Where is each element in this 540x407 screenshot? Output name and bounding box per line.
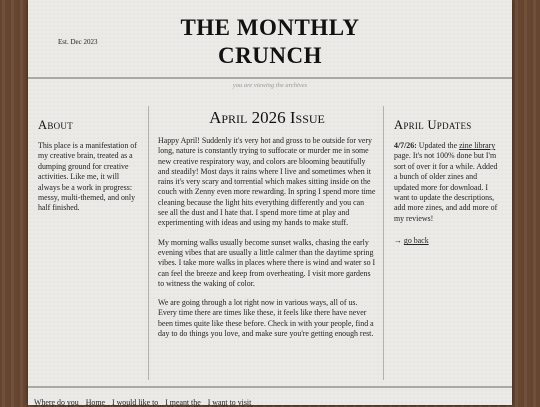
archive-notice: you are viewing the archives bbox=[232, 82, 308, 89]
issue-paragraph-1: Happy April! Suddenly it's very hot and gross to be outside for very long, nature is constantly trying to suffocate or murder me in some new creative respiratory way, and colors are blooming beautifully and steadily! Most days it rains where I live and sometimes when it rains it's very scary and torrential which makes sitting inside on the couch with Zenny even more rewarding. In spring I spend more time cleaning because the light hits everything differently and you can see all the dust and I hate that. I spend more time at play and experimenting with ideas and using my hands to make stuff. bbox=[158, 136, 376, 228]
header-divider bbox=[28, 77, 512, 79]
site-header bbox=[28, 0, 512, 78]
issue-heading: April 2026 Issue bbox=[209, 108, 325, 127]
zine-library-link[interactable]: zine library bbox=[459, 141, 496, 150]
column-divider-left bbox=[148, 106, 149, 380]
footer-nav-home[interactable]: Home bbox=[85, 398, 105, 407]
updates-heading: April Updates bbox=[394, 118, 472, 132]
footer-nav bbox=[34, 398, 256, 407]
site-title-line-2: CRUNCH bbox=[218, 43, 322, 68]
issue-paragraph-2: My morning walks usually become sunset walks, chasing the early evening vibes that are usually a little calmer than the daytime spring vibes. I take more walks in places where there is wind and water so I can feel the breeze and keep from overheating. I visit more gardens to witness the waking of color. bbox=[158, 237, 376, 288]
site-title-line-1: THE MONTHLY bbox=[180, 15, 360, 40]
update-date: 4/7/26: bbox=[394, 141, 417, 150]
issue-paragraph-3: We are going through a lot right now in various ways, all of us. Every time there are times like these, it feels like there have never been times quite like these before. Check in with your people, find a day to do things you love, and make sure you're getting enough rest. bbox=[158, 298, 374, 339]
update-text-start: Updated the bbox=[416, 141, 460, 150]
established-date: Est. Dec 2023 bbox=[58, 38, 98, 46]
arrow-right-icon: → bbox=[394, 236, 402, 246]
site-title bbox=[148, 14, 392, 70]
update-text-end: page. It's not 100% done but I'm sort of over it for a while. Added a bunch of older zines and updated more for download. I want to update the descriptions, add more zines, and add more of my reviews! bbox=[394, 151, 498, 223]
column-divider-right bbox=[383, 106, 384, 380]
issue-section bbox=[158, 108, 376, 348]
go-back-link[interactable] bbox=[394, 236, 429, 246]
page-paper bbox=[28, 0, 512, 405]
about-heading: About bbox=[38, 118, 74, 132]
update-entry bbox=[394, 141, 502, 224]
footer-nav-item[interactable]: I meant the bbox=[165, 398, 201, 407]
go-back-label[interactable]: go back bbox=[403, 236, 429, 246]
footer-divider bbox=[28, 386, 512, 388]
footer-nav-item[interactable]: I would like to bbox=[111, 398, 159, 407]
about-text: This place is a manifestation of my creative brain, treated as a dumping ground for creative activities. Like me, it will always be a work in progress: messy, multi-themed, and only half finished. bbox=[38, 141, 137, 213]
footer-nav-item[interactable]: I want to visit bbox=[207, 398, 252, 407]
footer-nav-item[interactable]: Where do you bbox=[34, 398, 79, 407]
updates-section bbox=[394, 118, 502, 247]
about-section bbox=[38, 118, 142, 214]
